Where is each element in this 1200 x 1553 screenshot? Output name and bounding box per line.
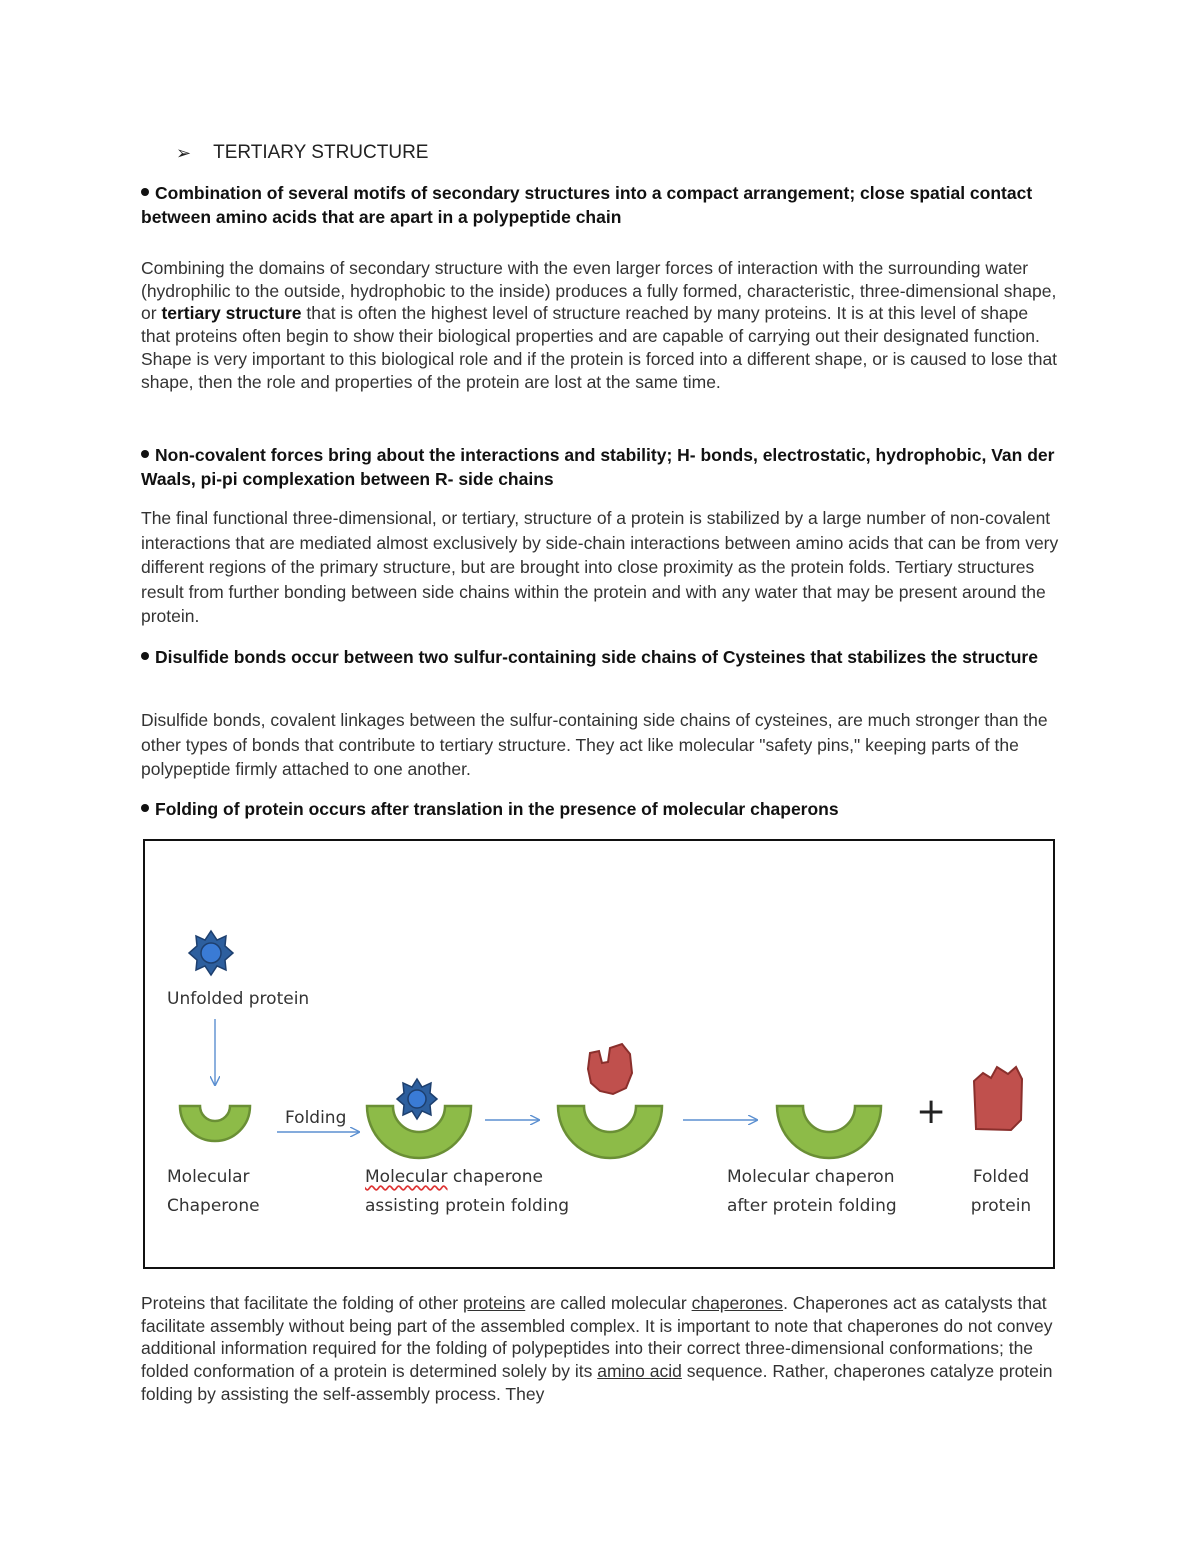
bullet-dot-icon xyxy=(141,450,149,458)
unfolded-protein-label: Unfolded protein xyxy=(167,989,310,1009)
molecular-chaperone-icon xyxy=(180,1106,250,1141)
amino-acid-link[interactable]: amino acid xyxy=(597,1361,682,1382)
molecular-chaperone-label: Molecular Chaperone xyxy=(167,1167,260,1216)
plus-sign-icon: + xyxy=(916,1091,947,1132)
chaperone-folding-icon xyxy=(558,1106,662,1158)
paragraph-2: The final functional three-dimensional, or tertiary, structure of a protein is stabilized by a large number of non-covalent interactions that are mediated almost exclusively by side-chain interactions between amino acids that can be from very different regions of the primary structure, but are brought into close proximity as the protein folds. Tertiary structures result from further bonding between side chains within the protein and with any water that may be present around the protein. xyxy=(141,508,1059,626)
section-heading xyxy=(176,142,428,164)
bullet-dot-icon xyxy=(141,188,149,196)
unfolded-protein-star-icon xyxy=(189,931,233,975)
bullet-point-4: Folding of protein occurs after translation in the presence of molecular chaperons xyxy=(141,797,1061,821)
chaperones-link[interactable]: chaperones xyxy=(691,1293,784,1313)
folded-protein-icon xyxy=(974,1067,1022,1130)
empty-chaperone-icon xyxy=(777,1106,881,1158)
assisting-chaperone-label: Molecular chaperone assisting protein folding xyxy=(365,1167,570,1216)
bullet-dot-icon xyxy=(141,804,149,812)
partially-folded-protein-icon xyxy=(588,1044,632,1094)
bullet-point-3: Disulfide bonds occur between two sulfur-containing side chains of Cysteines that stabilizes the structure xyxy=(141,645,1061,669)
bold-term: tertiary structure xyxy=(161,303,302,324)
protein-in-chaperone-star-icon xyxy=(397,1079,437,1119)
folded-protein-label: Folded protein xyxy=(970,1167,1032,1216)
heading-text: TERTIARY STRUCTURE xyxy=(213,142,429,163)
chaperone-folding-diagram xyxy=(143,839,1055,1269)
folding-label: Folding xyxy=(285,1108,347,1128)
diagram-graphics xyxy=(145,841,1053,1267)
bullet-point-1: Combination of several motifs of secondary structures into a compact arrangement; close spatial contact between amino acids that are apart in a polypeptide chain xyxy=(141,183,1033,227)
proteins-link[interactable]: proteins xyxy=(463,1293,526,1313)
paragraph-1: Combining the domains of secondary structure with the even larger forces of interaction with the surrounding water (hydrophilic to the outside, hydrophobic to the inside) produces a fully formed, characteristic, three-dimensional shape, or tertiary structure that is often the highest level of structure reached by many proteins. It is at this level of shape that proteins often begin to show their biological properties and are capable of carrying out their designated function. Shape is very important to this biological role and if the protein is forced into a different shape, or is caused to lose that shape, then the role and properties of the protein are lost at the same time. xyxy=(141,258,1058,392)
bullet-point-2: Non-covalent forces bring about the interactions and stability; H- bonds, electrostatic, hydrophobic, Van der Waals, pi-pi complexation between R- side chains xyxy=(141,445,1055,489)
after-folding-chaperone-label: Molecular chaperon after protein folding xyxy=(727,1167,897,1216)
paragraph-3: Disulfide bonds, covalent linkages between the sulfur-containing side chains of cysteines, are much stronger than the other types of bonds that contribute to tertiary structure. They act like molecular "safety pins," keeping parts of the polypeptide firmly attached to one another. xyxy=(141,710,1048,779)
closing-paragraph: Proteins that facilitate the folding of other proteins are called molecular chaperones. Chaperones act as catalysts that facilitate assembly without being part of the assembled complex. It is important to note that chaperones do not convey additional information required for the folding of polypeptides into their correct three-dimensional conformations; the folded conformation of a protein is determined solely by its amino acid sequence. Rather, chaperones catalyze protein folding by assisting the self-assembly process. They xyxy=(141,1293,1053,1404)
arrow-bullet-icon: ➢ xyxy=(176,142,192,163)
bullet-dot-icon xyxy=(141,652,149,660)
